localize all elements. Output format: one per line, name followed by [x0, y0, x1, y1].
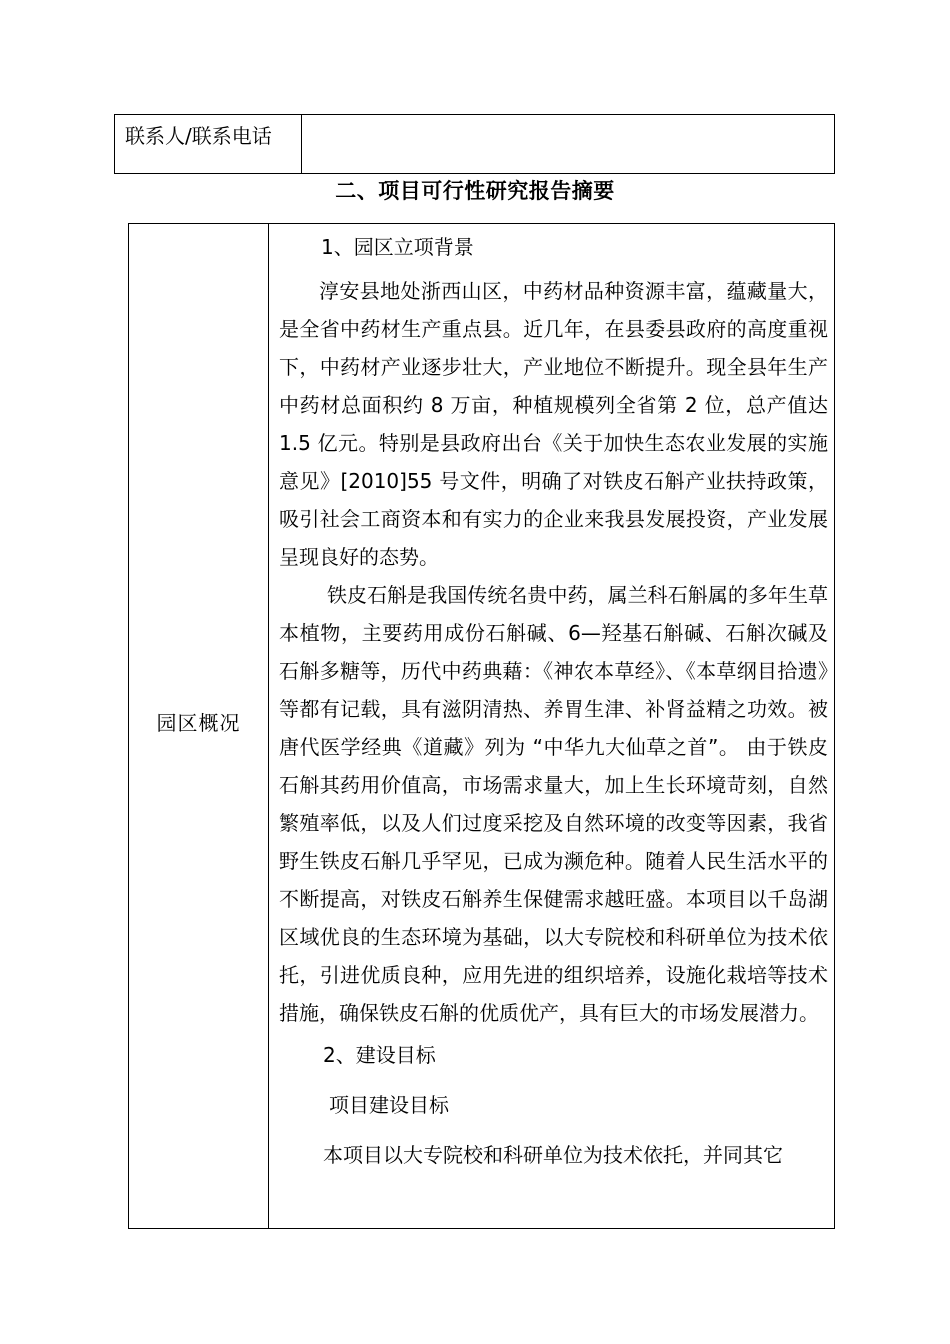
overview-row-label: 园区概况 — [156, 710, 241, 735]
goals-heading: 2、建设目标 — [323, 1043, 436, 1067]
contact-value — [302, 115, 834, 173]
background-paragraph-2: 铁皮石斛是我国传统名贵中药，属兰科石斛属的多年生草本植物，主要药用成份石斛碱、6—羟基石斛碱、石斛次碱及石斛多糖等，历代中药典藉：《神农本草经》、《本草纲目拾遗》等都有记载，具有滋阴清热、养胃生津、补肾益精之功效。被唐代医学经典《道藏》列为 “中华九大仙草之首”。 由于铁皮石斛其药用价值高，市场需求量大，加上生长环境苛刻，自然繁殖率低，以及人们过度采挖及自然环境的改变等因素，我省野生铁皮石斛几乎罕见，已成为濒危种。随着人民生活水平的不断提高，对铁皮石斛养生保健需求越旺盛。本项目以千岛湖区域优良的生态环境为基础，以大专院校和科研单位为技术依托，引进优质良种，应用先进的组织培养，设施化栽培等技术措施，确保铁皮石斛的优质优产，具有巨大的市场发展潜力。 — [279, 583, 828, 1025]
overview-content-cell — [269, 224, 834, 1228]
section-title: 二、项目可行性研究报告摘要 — [335, 179, 615, 203]
contact-table — [114, 114, 835, 174]
goals-subheading: 项目建设目标 — [329, 1093, 449, 1117]
overview-label-cell — [129, 224, 269, 1228]
background-heading: 1、园区立项背景 — [321, 235, 474, 259]
contact-label: 联系人/联系电话 — [115, 115, 302, 173]
goals-paragraph: 本项目以大专院校和科研单位为技术依托，并同其它 — [323, 1143, 783, 1167]
overview-table — [128, 223, 835, 1229]
background-paragraph-1: 淳安县地处浙西山区，中药材品种资源丰富，蕴藏量大，是全省中药材生产重点县。近几年，在县委县政府的高度重视下，中药材产业逐步壮大，产业地位不断提升。现全县年生产中药材总面积约 8 万亩，种植规模列全省第 2 位，总产值达 1.5 亿元。特别是县政府出台《关于加快生态农业发展的实施意见》[2010]55 号文件，明确了对铁皮石斛产业扶持政策，吸引社会工商资本和有实力的企业来我县发展投资，产业发展呈现良好的态势。 — [279, 279, 828, 569]
